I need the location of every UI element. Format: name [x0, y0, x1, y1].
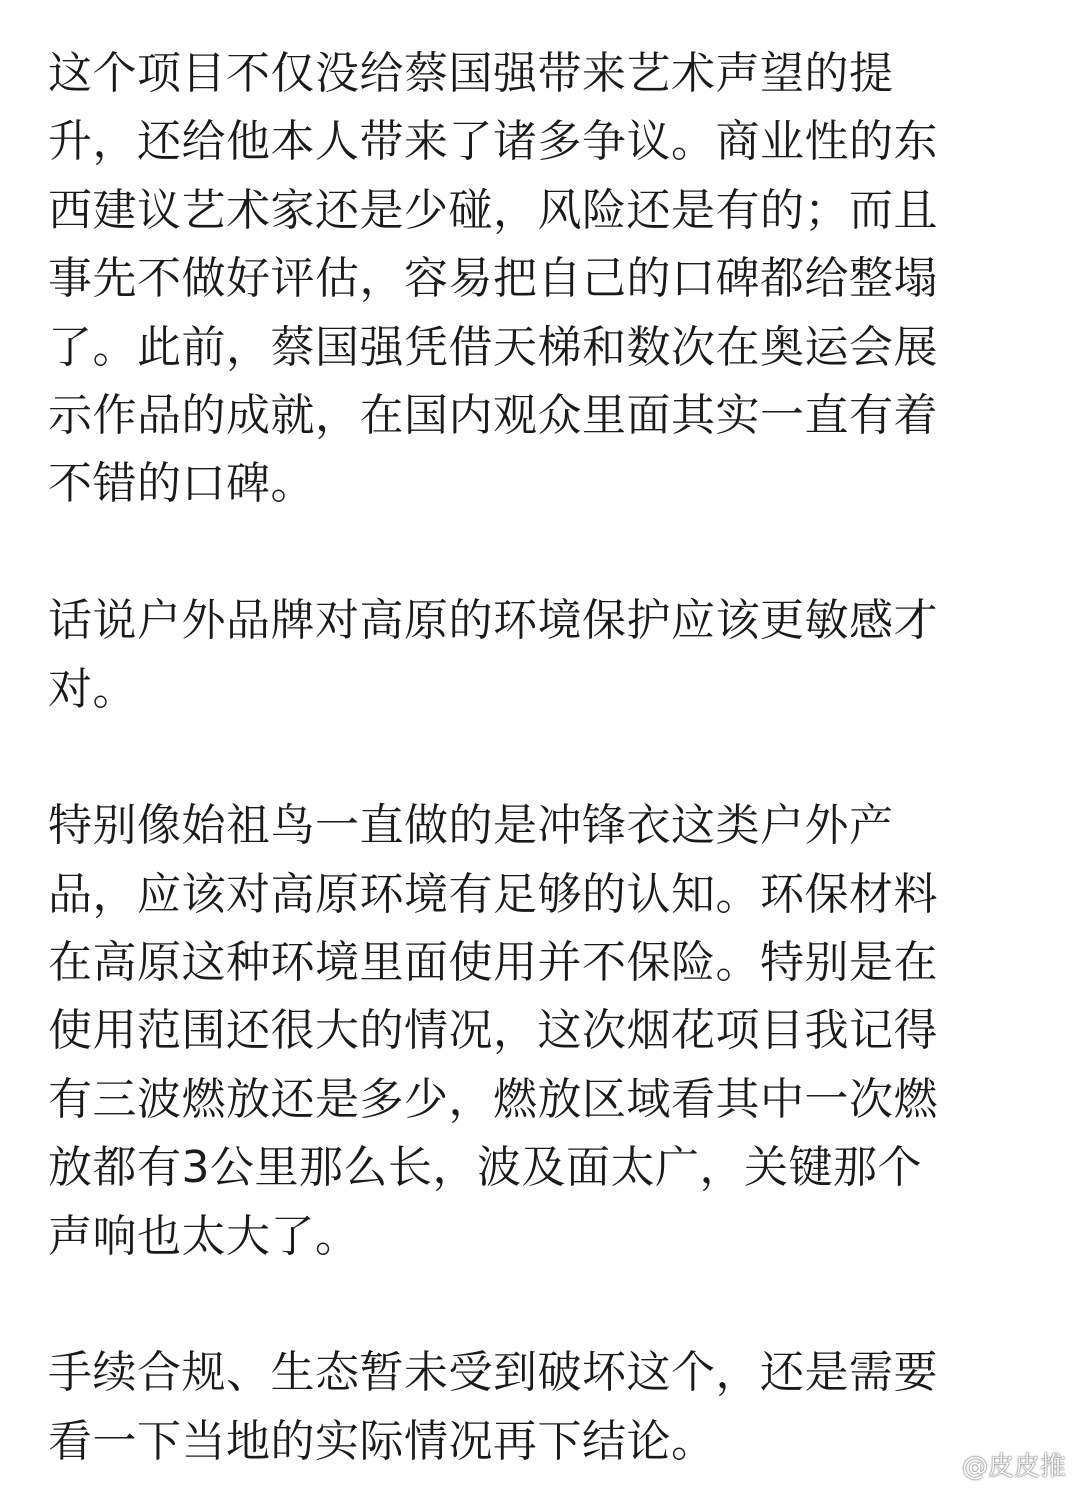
- text-line: 事先不做好评估，容易把自己的口碑都给整塌: [48, 253, 938, 305]
- text-line: 西建议艺术家还是少碰，风险还是有的；而且: [48, 184, 938, 236]
- paragraph-spacer: [48, 519, 1038, 587]
- text-line: 特别像始祖鸟一直做的是冲锋衣这类户外产: [48, 800, 894, 852]
- text-line: 升，还给他本人带来了诸多争议。商业性的东: [48, 116, 938, 168]
- weibo-icon: [918, 1449, 956, 1479]
- text-line: 声响也太大了。: [48, 1210, 360, 1262]
- article-body: [48, 40, 1038, 1476]
- text-line: 有三波燃放还是多少，燃放区域看其中一次燃: [48, 1073, 938, 1125]
- watermark-handle: @皮皮推: [961, 1451, 1066, 1482]
- paragraph-4: [48, 1339, 1038, 1476]
- paragraph-spacer: [48, 1271, 1038, 1339]
- text-line: 对。: [48, 663, 137, 715]
- paragraph-3: [48, 792, 1038, 1271]
- text-line: 品，应该对高原环境有足够的认知。环保材料: [48, 868, 938, 920]
- text-line: 使用范围还很大的情况，这次烟花项目我记得: [48, 1005, 938, 1057]
- paragraph-spacer: [48, 724, 1038, 792]
- text-line: 看一下当地的实际情况再下结论。: [48, 1415, 716, 1467]
- text-line: 不错的口碑。: [48, 458, 315, 510]
- text-line: 放都有3公里那么长，波及面太广，关键那个: [48, 1142, 922, 1194]
- text-line: 在高原这种环境里面使用并不保险。特别是在: [48, 937, 938, 989]
- watermark: [918, 1444, 1066, 1484]
- text-line: 了。此前，蔡国强凭借天梯和数次在奥运会展: [48, 321, 938, 373]
- text-line: 手续合规、生态暂未受到破坏这个，还是需要: [48, 1347, 938, 1399]
- text-line: 话说户外品牌对高原的环境保护应该更敏感才: [48, 595, 938, 647]
- text-line: 示作品的成就，在国内观众里面其实一直有着: [48, 389, 938, 441]
- text-line: 这个项目不仅没给蔡国强带来艺术声望的提: [48, 48, 894, 99]
- paragraph-2: [48, 587, 1038, 724]
- paragraph-1: [48, 40, 1038, 519]
